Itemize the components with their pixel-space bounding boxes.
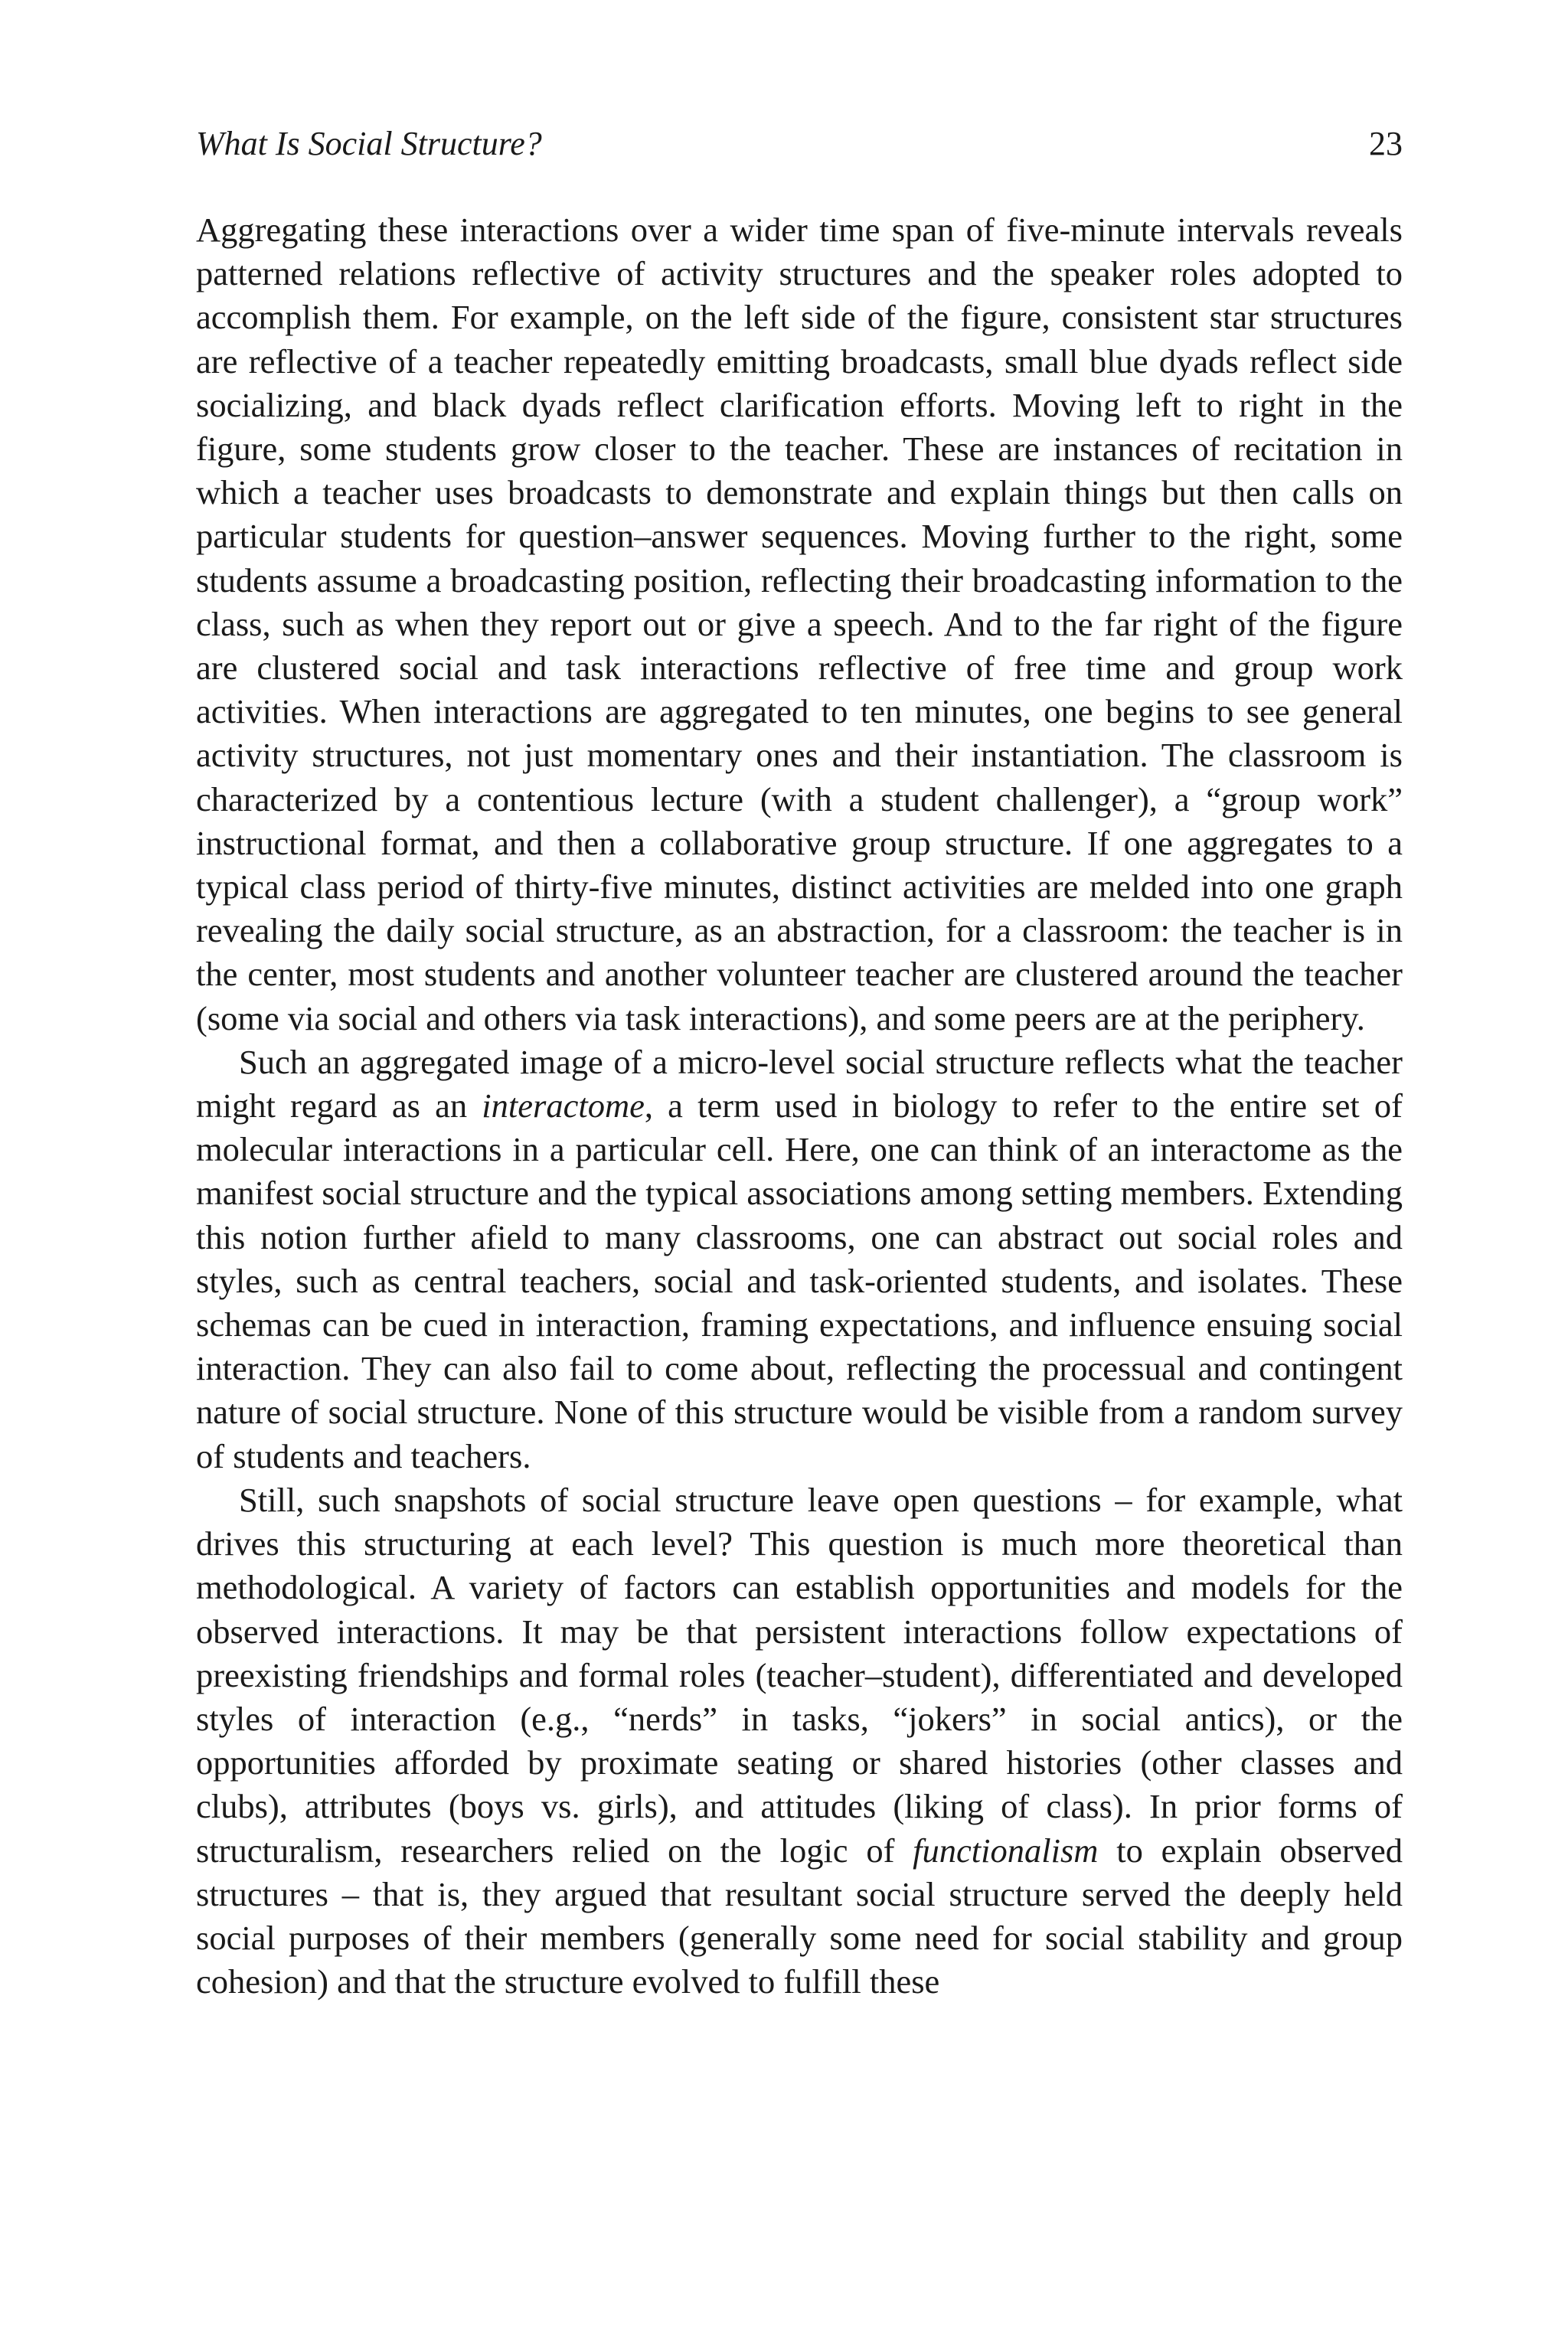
running-title: What Is Social Structure? <box>196 125 542 162</box>
paragraph-1-text: Aggregating these interactions over a wider time span of five-minute intervals reveals patterned relations reflective of activity structures and the speaker roles adopted to accomplish them. For example, on the left side of the figure, consistent star structures are reflective of a teacher repeatedly emitting broadcasts, small blue dyads reflect side socializing, and black dyads reflect clarification efforts. Moving left to right in the figure, some students grow closer to the teacher. These are instances of recitation in which a teacher uses broadcasts to demonstrate and explain things but then calls on particular students for question–answer sequences. Moving further to the right, some students assume a broadcasting position, reflecting their broadcasting information to the class, such as when they report out or give a speech. And to the far right of the figure are clustered social and task interactions reflective of free time and group work activities. When interactions are aggregated to ten minutes, one begins to see general activity structures, not just momentary ones and their instantiation. The classroom is characterized by a contentious lecture (with a student challenger), a “group work” instructional format, and then a collaborative group structure. If one aggregates to a typical class period of thirty-five minutes, distinct activities are melded into one graph revealing the daily social structure, as an abstraction, for a classroom: the teacher is in the center, most students and another volunteer teacher are clustered around the teacher (some via social and others via task interactions), and some peers are at the periphery. <box>196 211 1403 1037</box>
paragraph-3-text-after: to explain observed structures – that is, they argued that resultant social structure served the deeply held social purposes of their members (generally some need for social stability and group cohesion) and that the structure evolved to fulfill these <box>196 1831 1403 2001</box>
paragraph-1 <box>196 208 1403 1040</box>
page-number: 23 <box>1369 125 1403 162</box>
paragraph-2-text-before: Such an aggregated image of a micro-level social structure reflects what the teacher might regard as an <box>196 1042 1403 1125</box>
paragraph-3-text-before: Still, such snapshots of social structure leave open questions – for example, what drives this structuring at each level? This question is much more theoretical than methodological. A variety of factors can establish opportunities and models for the observed interactions. It may be that persistent interactions follow expectations of preexisting friendships and formal roles (teacher–student), differentiated and developed styles of interaction (e.g., “nerds” in tasks, “jokers” in social antics), or the opportunities afforded by proximate seating or shared histories (other classes and clubs), attributes (boys vs. girls), and attitudes (liking of class). In prior forms of structuralism, researchers relied on the logic of <box>196 1480 1403 1870</box>
paragraph-2 <box>196 1040 1403 1478</box>
term-interactome: interactome <box>482 1086 645 1125</box>
body-text <box>196 208 1403 2004</box>
paragraph-2-text-after: , a term used in biology to refer to the entire set of molecular interactions in a particular cell. Here, one can think of an interactome as the manifest social structure and the typical associations among setting members. Extending this notion further afield to many classrooms, one can abstract out social roles and styles, such as central teachers, social and task-oriented students, and isolates. These schemas can be cued in interaction, framing expectations, and influence ensuing social interaction. They can also fail to come about, reflecting the processual and contingent nature of social structure. None of this structure would be visible from a random survey of students and teachers. <box>196 1086 1403 1475</box>
running-head <box>196 122 1403 165</box>
term-functionalism: functionalism <box>913 1831 1099 1870</box>
paragraph-3 <box>196 1478 1403 2004</box>
